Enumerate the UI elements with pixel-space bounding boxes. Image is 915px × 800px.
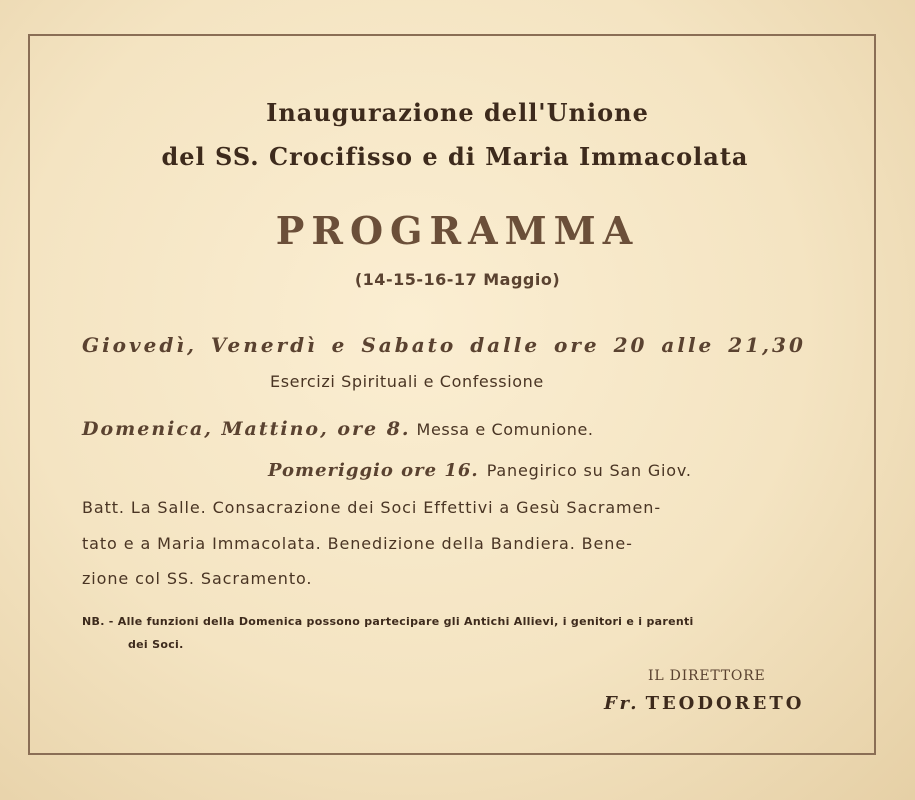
sunday-afternoon [268, 460, 692, 481]
sunday-afternoon-text-1: Panegirico su San Giov. [486, 461, 692, 480]
sunday-afternoon-label: Pomeriggio ore 16. [268, 460, 479, 481]
sunday-afternoon-text-2: Batt. La Salle. Consacrazione dei Soci Effettivi a Gesù Sacramen- [82, 498, 661, 517]
program-dates: (14-15-16-17 Maggio) [354, 270, 561, 289]
weekday-schedule: Giovedì, Venerdì e Sabato dalle ore 20 alle 21,30 [82, 333, 806, 357]
program-title: PROGRAMMA [275, 208, 640, 253]
note-line-1: NB. - Alle funzioni della Domenica possono partecipare gli Antichi Allievi, i genitori e i parenti [82, 615, 694, 628]
signature-name-text: TEODORETO [645, 693, 805, 714]
heading-line-1: Inaugurazione dell'Unione [266, 98, 649, 127]
sunday-morning [82, 418, 594, 440]
heading-line-2: del SS. Crocifisso e di Maria Immacolata [161, 142, 749, 171]
signature-role: IL DIRETTORE [648, 668, 766, 684]
sunday-afternoon-text-4: zione col SS. Sacramento. [82, 569, 313, 588]
sunday-afternoon-text-3: tato e a Maria Immacolata. Benedizione della Bandiera. Bene- [82, 534, 633, 553]
sunday-morning-label: Domenica, Mattino, ore 8. [82, 418, 411, 440]
sunday-morning-activity: Messa e Comunione. [416, 420, 594, 439]
signature-prefix: Fr. [604, 693, 640, 714]
weekday-activity: Esercizi Spirituali e Confessione [270, 372, 544, 391]
signature-name [604, 693, 804, 714]
note-line-2: dei Soci. [128, 638, 184, 651]
